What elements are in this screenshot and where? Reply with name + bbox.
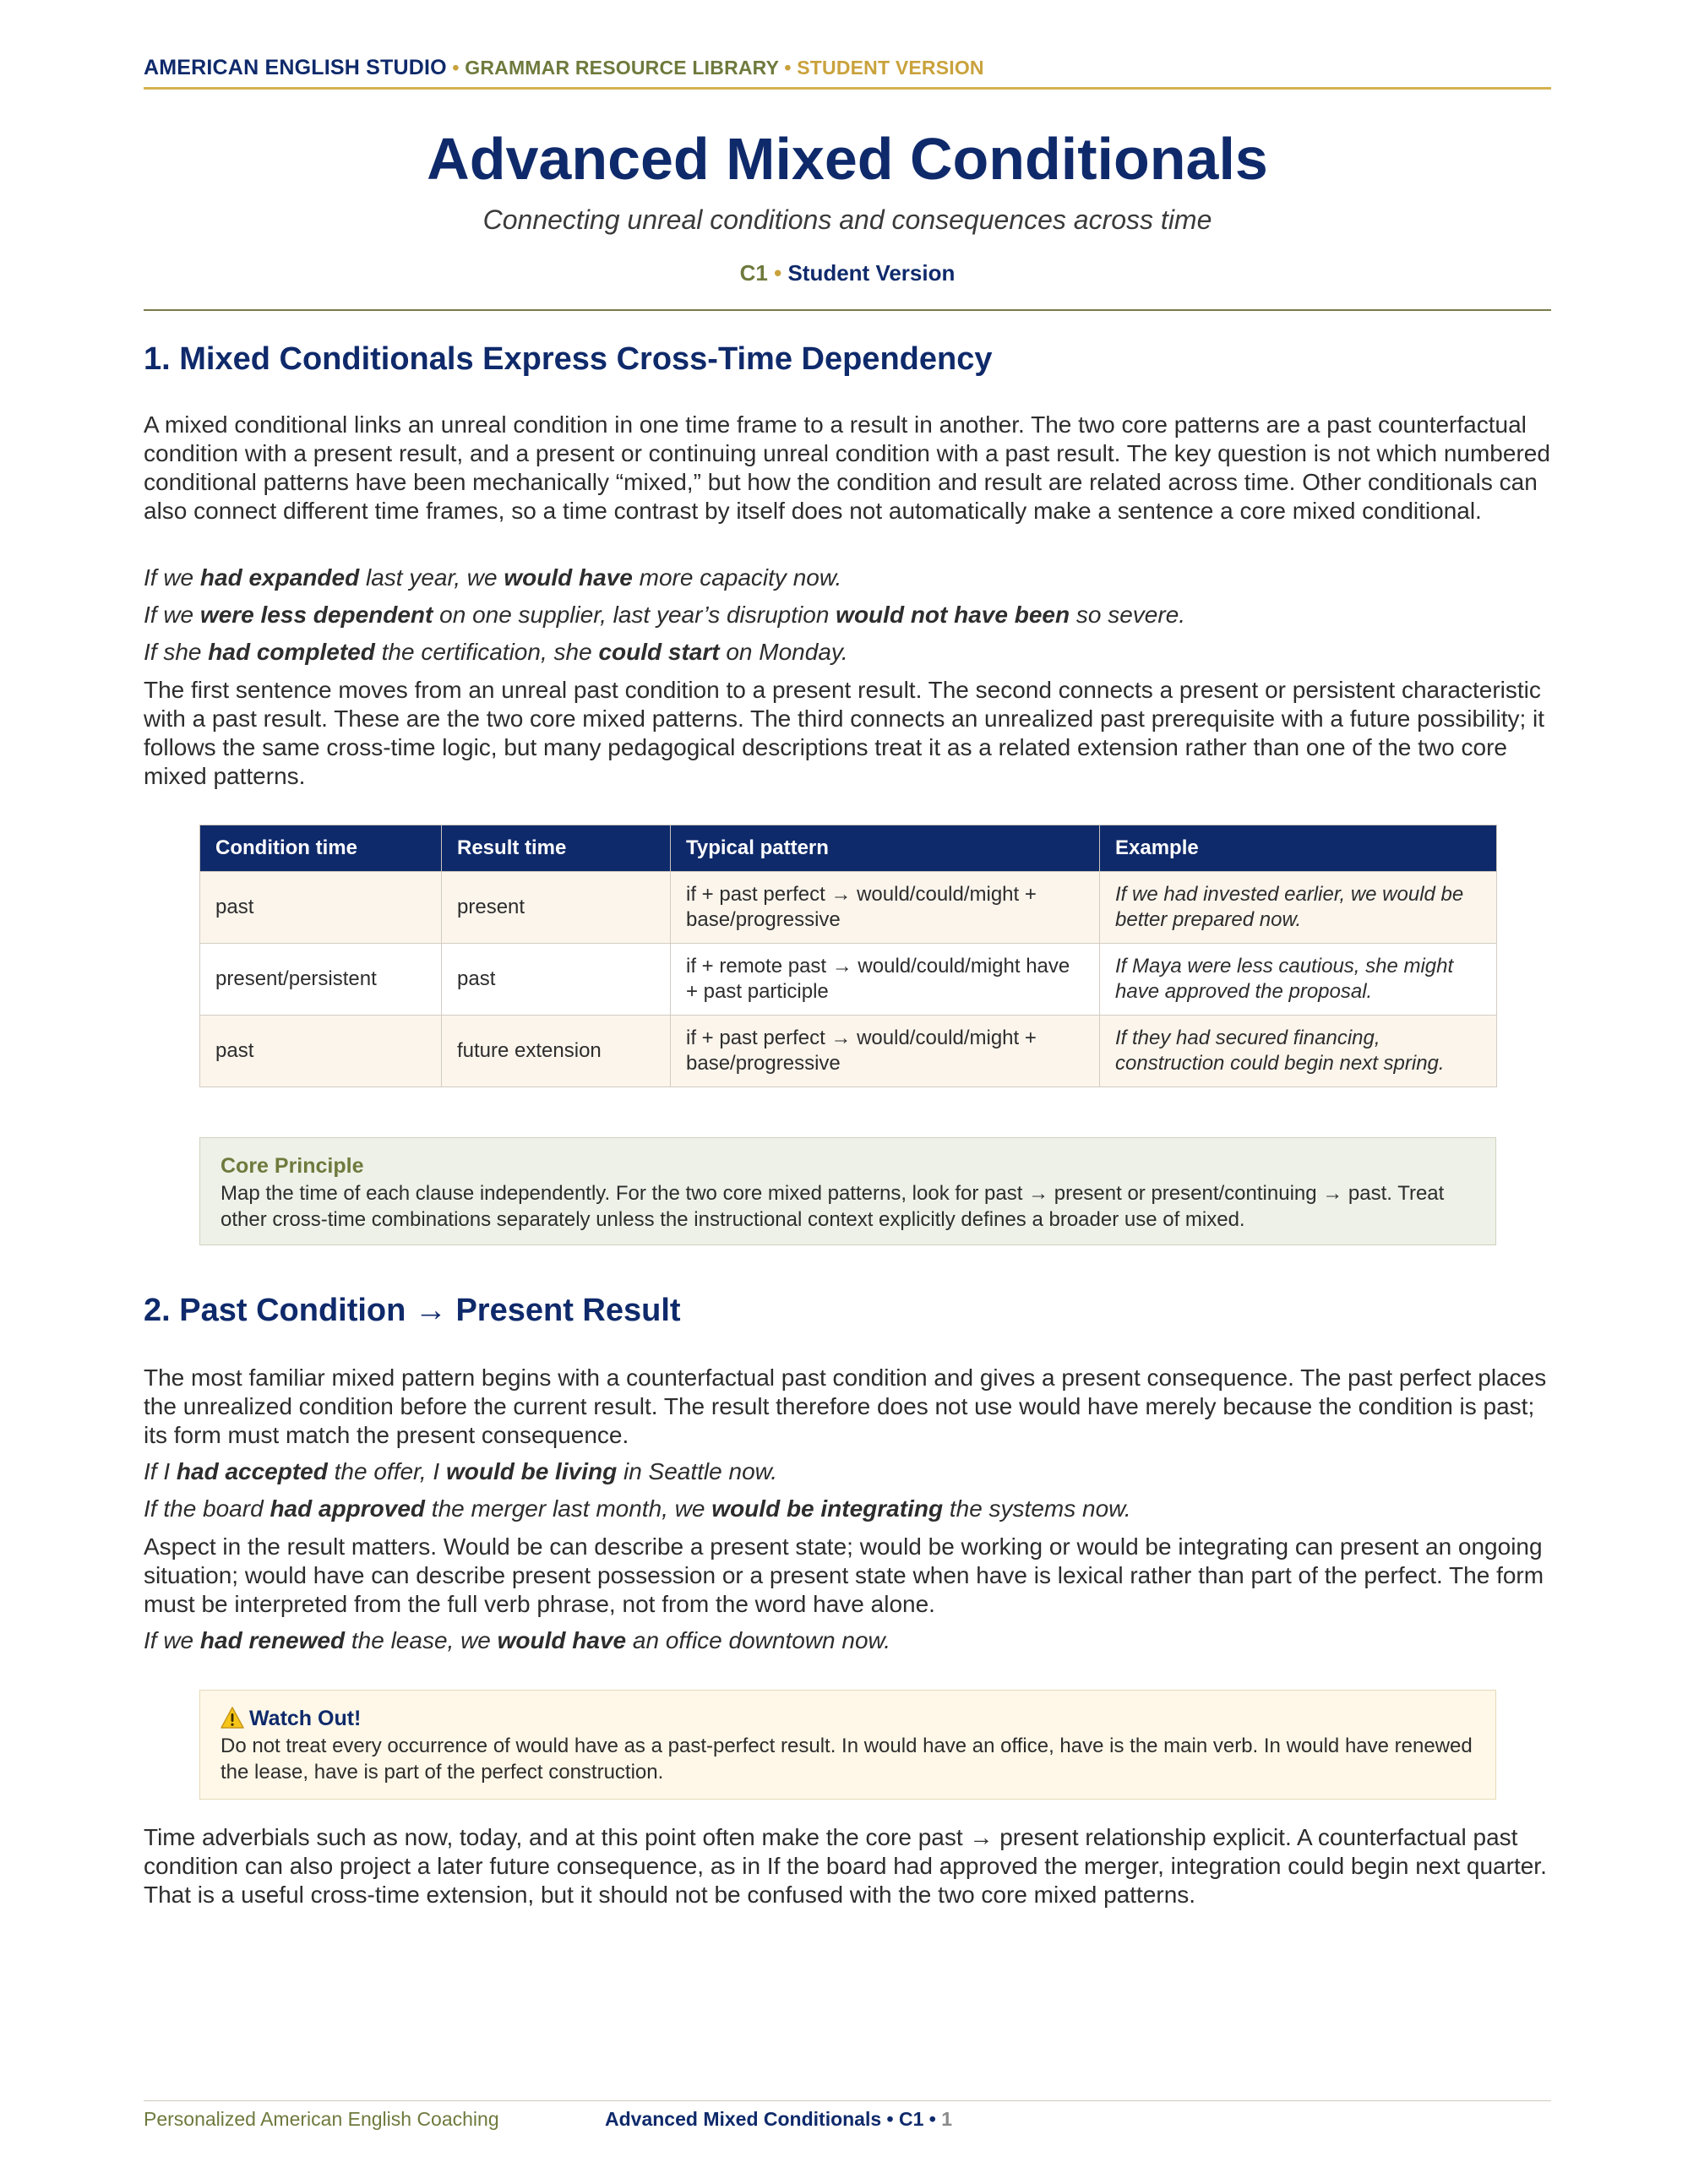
table-cell: future extension bbox=[442, 1016, 671, 1087]
table-row bbox=[200, 1016, 1497, 1087]
running-header bbox=[144, 56, 984, 80]
header-divider bbox=[144, 87, 1551, 90]
footer-doc-title: Advanced Mixed Conditionals bbox=[605, 2108, 882, 2130]
table-header-cell: Result time bbox=[442, 825, 671, 872]
footer-divider bbox=[144, 2100, 1551, 2101]
table-header-cell: Example bbox=[1100, 825, 1497, 872]
example-sentence: If she had completed the certification, she could start on Monday. bbox=[144, 639, 848, 665]
section-1-explanation: The first sentence moves from an unreal past condition to a present result. The second connects a present or persistent characteristic with a past result. These are the two core mixed patterns. The third connects an unrealized past prerequisite with a future possibility; it follows the same cross-time logic, but many pedagogical descriptions treat it as a related extension rather than one of the two core mixed patterns. bbox=[144, 677, 1545, 789]
table-cell: past bbox=[200, 872, 442, 944]
running-header-separator: • bbox=[784, 57, 792, 79]
table-header-cell: Typical pattern bbox=[671, 825, 1100, 872]
running-header-library: GRAMMAR RESOURCE LIBRARY bbox=[465, 57, 779, 79]
section-2-intro: The most familiar mixed pattern begins with a counterfactual past condition and gives a present consequence. The past perfect places the unrealized condition before the current result. The result therefore does not use would have merely because the condition is past; its form must match the present consequence. bbox=[144, 1364, 1547, 1448]
page-title: Advanced Mixed Conditionals bbox=[427, 126, 1268, 192]
callout-title: Watch Out! bbox=[221, 1704, 1475, 1733]
section-1-intro: A mixed conditional links an unreal condition in one time frame to a result in another. The two core patterns are a past counterfactual condition with a present result, and a present or continuing unreal condition with a past result. The key question is not which numbered conditional patterns have been mechanically “mixed,” but how the condition and result are related across time. Other conditionals can also connect different time frames, so a time contrast by itself does not automatically make a sentence a core mixed conditional. bbox=[144, 411, 1550, 524]
table-cell: if + past perfect → would/could/might + base/progressive bbox=[671, 1016, 1100, 1087]
example-sentence: If we had expanded last year, we would have more capacity now. bbox=[144, 564, 842, 591]
core-principle-callout bbox=[199, 1137, 1496, 1245]
section-2-aspect: Aspect in the result matters. Would be can describe a present state; would be working or would be integrating can present an ongoing situation; would have can describe present possession or a present state when have is lexical rather than part of the perfect. The form must be interpreted from the full verb phrase, not from the word have alone. bbox=[144, 1533, 1544, 1617]
table-cell: if + past perfect → would/could/might + base/progressive bbox=[671, 872, 1100, 944]
running-header-separator: • bbox=[452, 57, 460, 79]
footer-separator: • bbox=[886, 2108, 894, 2130]
watch-out-callout bbox=[199, 1690, 1496, 1800]
table-cell: past bbox=[200, 1016, 442, 1087]
example-sentence: If the board had approved the merger last month, we would be integrating the systems now. bbox=[144, 1495, 1131, 1522]
page-number: 1 bbox=[941, 2108, 953, 2130]
callout-title: Core Principle bbox=[221, 1154, 364, 1178]
section-2-closing: Time adverbials such as now, today, and at this point often make the core past → present relationship explicit. A counterfactual past condition can also project a later future consequence, as in If the board had approved the merger, integration could begin next quarter. That is a useful cross-time extension, but it should not be confused with the two core mixed patterns. bbox=[144, 1824, 1547, 1908]
version-label: Student Version bbox=[787, 260, 956, 286]
running-header-brand: AMERICAN ENGLISH STUDIO bbox=[144, 56, 447, 79]
table-cell: If we had invested earlier, we would be better prepared now. bbox=[1100, 872, 1497, 944]
table-cell: If they had secured financing, construction could begin next spring. bbox=[1100, 1016, 1497, 1087]
table-row bbox=[200, 944, 1497, 1016]
section-2-heading: 2. Past Condition → Present Result bbox=[144, 1293, 681, 1328]
table-row bbox=[200, 872, 1497, 944]
section-1-heading: 1. Mixed Conditionals Express Cross-Time Dependency bbox=[144, 341, 993, 377]
footer-title bbox=[605, 2108, 952, 2131]
table-cell: If Maya were less cautious, she might have approved the proposal. bbox=[1100, 944, 1497, 1016]
table-cell: past bbox=[442, 944, 671, 1016]
table-cell: present/persistent bbox=[200, 944, 442, 1016]
running-header-version: STUDENT VERSION bbox=[797, 57, 984, 79]
footer-separator: • bbox=[928, 2108, 936, 2130]
callout-body: Map the time of each clause independently. For the two core mixed patterns, look for past → present or present/continuing → past. Treat other cross-time combinations separately unless the instructional context explicitly defines a broader use of mixed. bbox=[221, 1182, 1445, 1231]
level-separator: • bbox=[774, 260, 782, 286]
footer-level: C1 bbox=[899, 2108, 924, 2130]
table-cell: present bbox=[442, 872, 671, 944]
level-badge: C1 bbox=[739, 260, 768, 286]
table-header-row bbox=[200, 825, 1497, 872]
table-header-cell: Condition time bbox=[200, 825, 442, 872]
footer-left: Personalized American English Coaching bbox=[144, 2108, 499, 2130]
table-cell: if + remote past → would/could/might have + past participle bbox=[671, 944, 1100, 1016]
page-subtitle: Connecting unreal conditions and consequences across time bbox=[482, 204, 1212, 235]
callout-body: Do not treat every occurrence of would have as a past-perfect result. In would have an office, have is the main verb. In would have renewed the lease, have is part of the perfect construction. bbox=[221, 1735, 1473, 1784]
title-divider bbox=[144, 309, 1551, 311]
example-sentence: If we were less dependent on one supplier, last year’s disruption would not have been so severe. bbox=[144, 602, 1186, 628]
example-sentence: If I had accepted the offer, I would be living in Seattle now. bbox=[144, 1458, 778, 1484]
example-sentence: If we had renewed the lease, we would have an office downtown now. bbox=[144, 1627, 890, 1653]
level-line bbox=[144, 260, 1551, 286]
mixed-conditional-table bbox=[199, 825, 1497, 1087]
warning-icon bbox=[221, 1707, 244, 1729]
